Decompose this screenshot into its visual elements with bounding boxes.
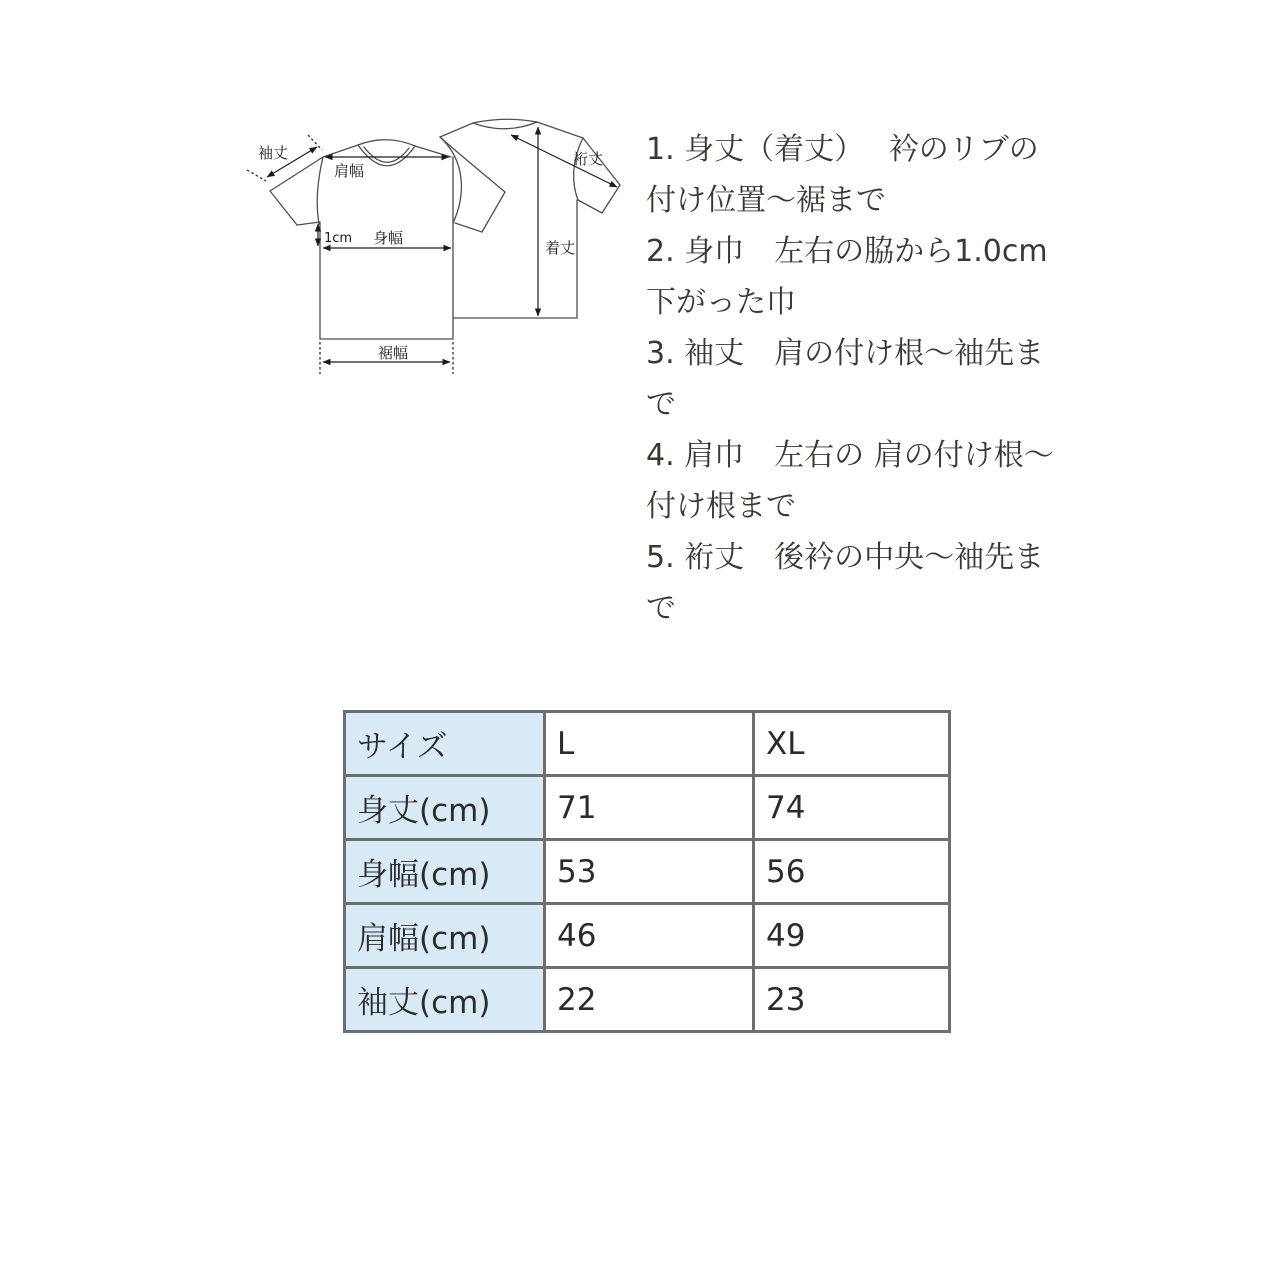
shoulder-width-xl: 49 — [754, 904, 950, 968]
tshirt-measurement-diagram — [245, 100, 645, 390]
instruction-line: 下がった巾 — [646, 285, 796, 320]
instruction-line: 付け根まで — [646, 489, 796, 524]
instruction-line: 5. 裄丈 後衿の中央～袖先ま — [646, 540, 1045, 575]
label-hem-width: 裾幅 — [378, 344, 409, 362]
instruction-line: 付け位置～裾まで — [646, 183, 886, 218]
label-sleeve-length: 袖丈 — [258, 144, 289, 162]
body-width-xl: 56 — [754, 840, 950, 904]
table-row — [345, 840, 950, 904]
instruction-line: 2. 身巾 左右の脇から1.0cm — [646, 234, 1048, 269]
measurement-instructions — [646, 124, 1076, 634]
row-label-body-width: 身幅(cm) — [345, 840, 545, 904]
body-length-xl: 74 — [754, 776, 950, 840]
instruction-line: 4. 肩巾 左右の 肩の付け根～ — [646, 438, 1054, 473]
row-label-body-length: 身丈(cm) — [345, 776, 545, 840]
instruction-line: 3. 袖丈 肩の付け根～袖先ま — [646, 336, 1045, 371]
size-table-header-xl: XL — [754, 712, 950, 776]
shoulder-width-l: 46 — [545, 904, 754, 968]
size-table — [343, 710, 951, 1033]
body-width-l: 53 — [545, 840, 754, 904]
size-table-header-size: サイズ — [345, 712, 545, 776]
table-row — [345, 968, 950, 1032]
sleeve-length-l: 22 — [545, 968, 754, 1032]
label-shoulder-width: 肩幅 — [334, 162, 365, 180]
size-table-header-row — [345, 712, 950, 776]
instruction-line: で — [646, 387, 676, 422]
label-yuki-length: 裄丈 — [573, 150, 604, 168]
label-1cm: 1cm — [324, 231, 353, 246]
table-row — [345, 776, 950, 840]
body-length-l: 71 — [545, 776, 754, 840]
size-table-header-l: L — [545, 712, 754, 776]
label-total-length: 着丈 — [545, 239, 576, 257]
instruction-line: 1. 身丈（着丈） 衿のリブの — [646, 132, 1039, 167]
table-row — [345, 904, 950, 968]
sleeve-length-xl: 23 — [754, 968, 950, 1032]
row-label-sleeve-length: 袖丈(cm) — [345, 968, 545, 1032]
row-label-shoulder-width: 肩幅(cm) — [345, 904, 545, 968]
label-body-width: 身幅 — [373, 229, 404, 247]
instruction-line: で — [646, 591, 676, 626]
